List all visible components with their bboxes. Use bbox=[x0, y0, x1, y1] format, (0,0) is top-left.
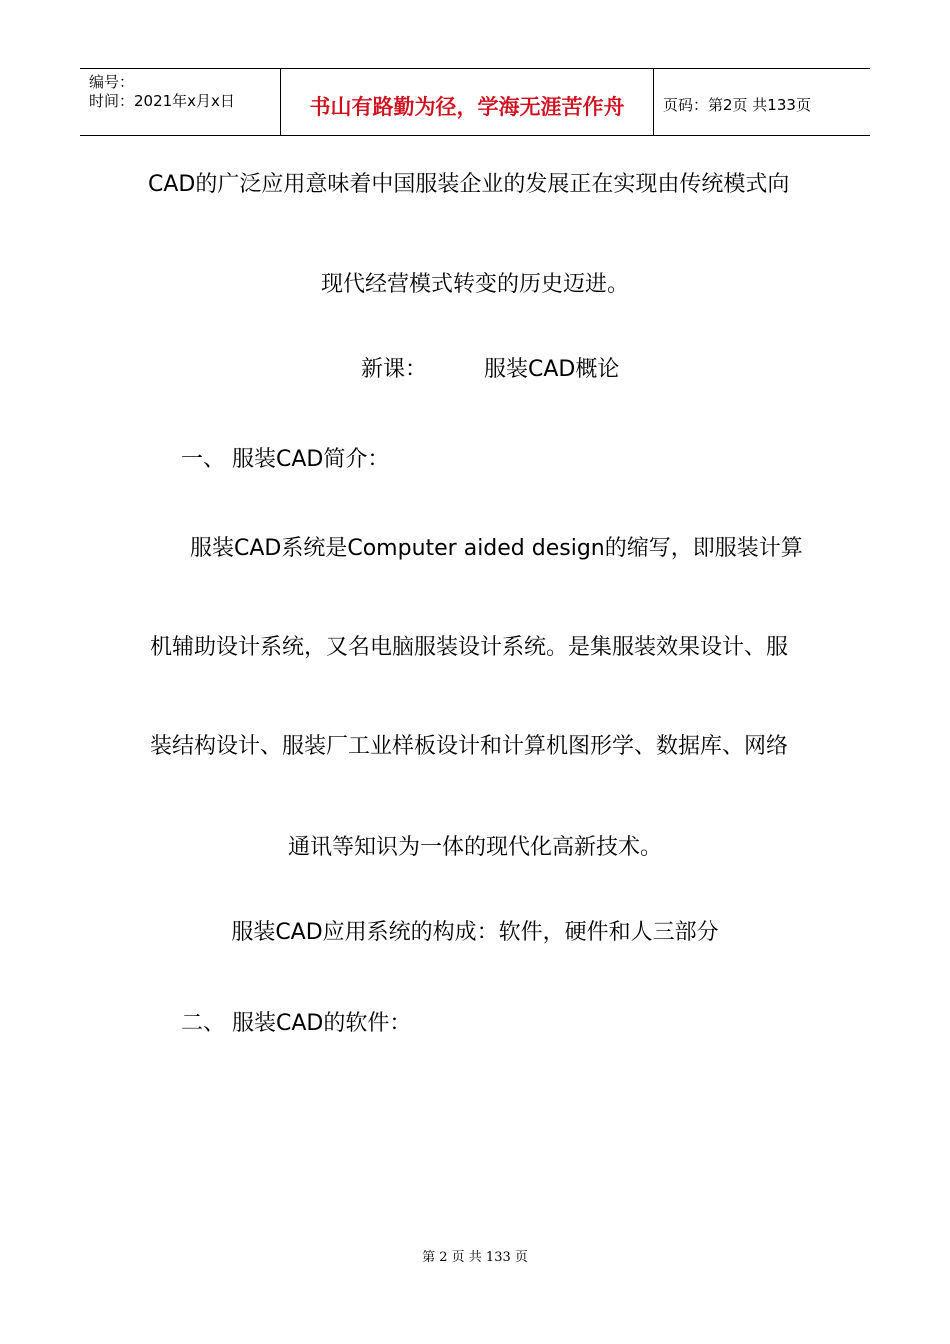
header-right-cell bbox=[654, 69, 870, 135]
paragraph-line: CAD的广泛应用意味着中国服装企业的发展正在实现由传统模式向 bbox=[148, 172, 790, 197]
header-page-info: 页码：第2页 共133页 bbox=[663, 96, 811, 114]
lesson-title: 服装CAD概论 bbox=[484, 357, 620, 382]
header-left-cell bbox=[80, 69, 281, 135]
header-middle-cell bbox=[281, 69, 654, 135]
page-footer: 第 2 页 共 133 页 bbox=[422, 1250, 528, 1265]
document-header bbox=[80, 68, 870, 136]
header-motto: 书山有路勤为径，学海无涯苦作舟 bbox=[309, 95, 625, 119]
lesson-label: 新课： bbox=[361, 357, 428, 382]
paragraph-line: 机辅助设计系统，又名电脑服装设计系统。是集服装效果设计、服 bbox=[150, 635, 789, 660]
time-label: 时间：2021年x月x日 bbox=[89, 92, 235, 110]
paragraph-line: 通讯等知识为一体的现代化高新技术。 bbox=[287, 835, 662, 860]
section-heading: 一、 服装CAD简介： bbox=[181, 447, 390, 472]
number-label: 编号： bbox=[89, 73, 135, 91]
paragraph-line: 装结构设计、服装厂工业样板设计和计算机图形学、数据库、网络 bbox=[150, 734, 789, 759]
section-heading: 二、 服装CAD的软件： bbox=[181, 1011, 412, 1036]
paragraph-line: 现代经营模式转变的历史迈进。 bbox=[320, 272, 629, 297]
paragraph-line: 服装CAD系统是Computer aided design的缩写，即服装计算 bbox=[190, 536, 803, 561]
paragraph-line: 服装CAD应用系统的构成：软件，硬件和人三部分 bbox=[231, 920, 719, 945]
